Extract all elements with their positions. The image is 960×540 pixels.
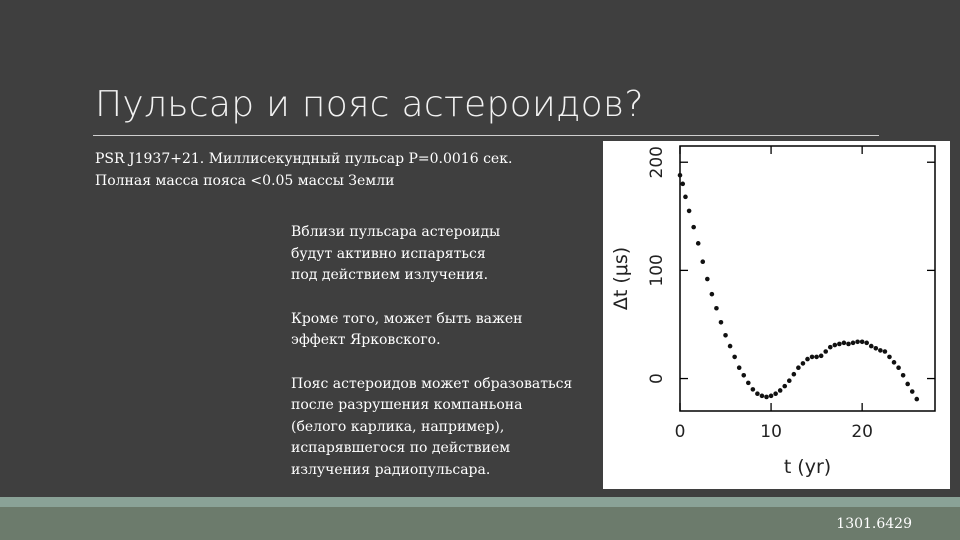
- plot-frame: [680, 146, 935, 411]
- data-point: [769, 394, 774, 399]
- bullet-line: излучения радиопульсара.: [291, 461, 491, 478]
- data-point: [801, 361, 806, 366]
- data-point: [778, 388, 783, 393]
- data-point: [751, 387, 756, 392]
- y-tick-label: 200: [647, 145, 667, 179]
- y-tick-label: 100: [647, 254, 667, 287]
- data-point: [728, 344, 733, 349]
- x-axis-label: t (yr): [783, 456, 832, 478]
- data-point: [896, 365, 901, 370]
- data-point: [732, 355, 737, 360]
- data-point: [787, 378, 792, 383]
- data-point: [773, 391, 778, 396]
- bullet-line: Пояс астероидов может образоваться: [291, 375, 573, 392]
- data-point: [764, 395, 769, 400]
- data-point: [741, 373, 746, 378]
- data-point: [782, 384, 787, 389]
- data-point: [819, 354, 824, 359]
- data-point: [910, 389, 915, 394]
- bullet-line: (белого карлика, например),: [291, 418, 505, 435]
- data-point: [914, 397, 919, 402]
- x-tick-label: 20: [851, 422, 873, 442]
- data-point: [883, 349, 888, 354]
- data-point: [796, 365, 801, 370]
- data-point: [842, 341, 847, 346]
- data-point: [814, 355, 819, 360]
- slide-title: Пульсар и пояс астероидов?: [95, 84, 644, 125]
- data-point: [901, 373, 906, 378]
- data-point: [746, 381, 751, 386]
- data-point: [869, 344, 874, 349]
- data-point: [837, 342, 842, 347]
- data-point: [705, 277, 710, 282]
- x-tick-label: 10: [760, 422, 782, 442]
- y-tick-label: 0: [647, 373, 667, 384]
- data-point: [855, 339, 860, 344]
- data-point: [737, 365, 742, 370]
- data-point: [687, 209, 692, 214]
- data-point: [760, 394, 765, 399]
- data-point: [678, 173, 683, 178]
- data-point: [874, 346, 879, 351]
- footer-bar: [0, 507, 960, 540]
- bullet-line: испарявшегося по действием: [291, 440, 511, 456]
- data-point: [878, 348, 883, 353]
- data-point: [810, 355, 815, 360]
- data-point: [723, 333, 728, 338]
- data-point: [714, 306, 719, 311]
- intro-line-2: Полная масса пояса <0.05 массы Земли: [95, 173, 395, 189]
- data-point: [851, 341, 856, 346]
- data-point: [905, 382, 910, 387]
- y-axis-label: Δt (μs): [610, 246, 632, 311]
- bullet-yarkovsky: [291, 309, 601, 352]
- data-point: [805, 357, 810, 362]
- data-point: [833, 343, 838, 348]
- data-point: [696, 241, 701, 246]
- intro-text: [95, 148, 512, 192]
- bullet-line: под действием излучения.: [291, 267, 489, 283]
- data-point: [719, 320, 724, 325]
- data-point: [710, 292, 715, 297]
- arxiv-reference: 1301.6429: [836, 516, 912, 532]
- data-point: [828, 345, 833, 350]
- data-point: [680, 182, 685, 187]
- data-point: [864, 341, 869, 346]
- bullet-asteroid-evaporation: [291, 222, 601, 287]
- data-point: [755, 391, 760, 396]
- intro-line-1: PSR J1937+21. Миллисекундный пульсар P=0.0016 сек.: [95, 151, 513, 167]
- data-point: [887, 355, 892, 360]
- timing-residuals-chart: [603, 141, 950, 489]
- bullet-line: эффект Ярковского.: [291, 332, 441, 348]
- bullet-belt-formation: [291, 374, 601, 482]
- data-point: [691, 225, 696, 230]
- timing-residuals-figure: [603, 141, 950, 489]
- bullet-line: будут активно испаряться: [291, 245, 486, 262]
- bullet-line: Вблизи пульсара астероиды: [291, 224, 501, 240]
- data-point: [823, 349, 828, 354]
- data-point: [683, 195, 688, 200]
- bullet-list: [291, 222, 601, 503]
- title-divider: [93, 135, 879, 136]
- x-tick-label: 0: [674, 422, 686, 442]
- data-point: [892, 360, 897, 365]
- data-point: [846, 342, 851, 347]
- footer-accent-band: [0, 497, 960, 507]
- data-point: [860, 339, 865, 344]
- bullet-line: Кроме того, может быть важен: [291, 310, 523, 327]
- bullet-line: после разрушения компаньона: [291, 397, 523, 413]
- data-point: [792, 372, 797, 377]
- data-point: [700, 259, 705, 264]
